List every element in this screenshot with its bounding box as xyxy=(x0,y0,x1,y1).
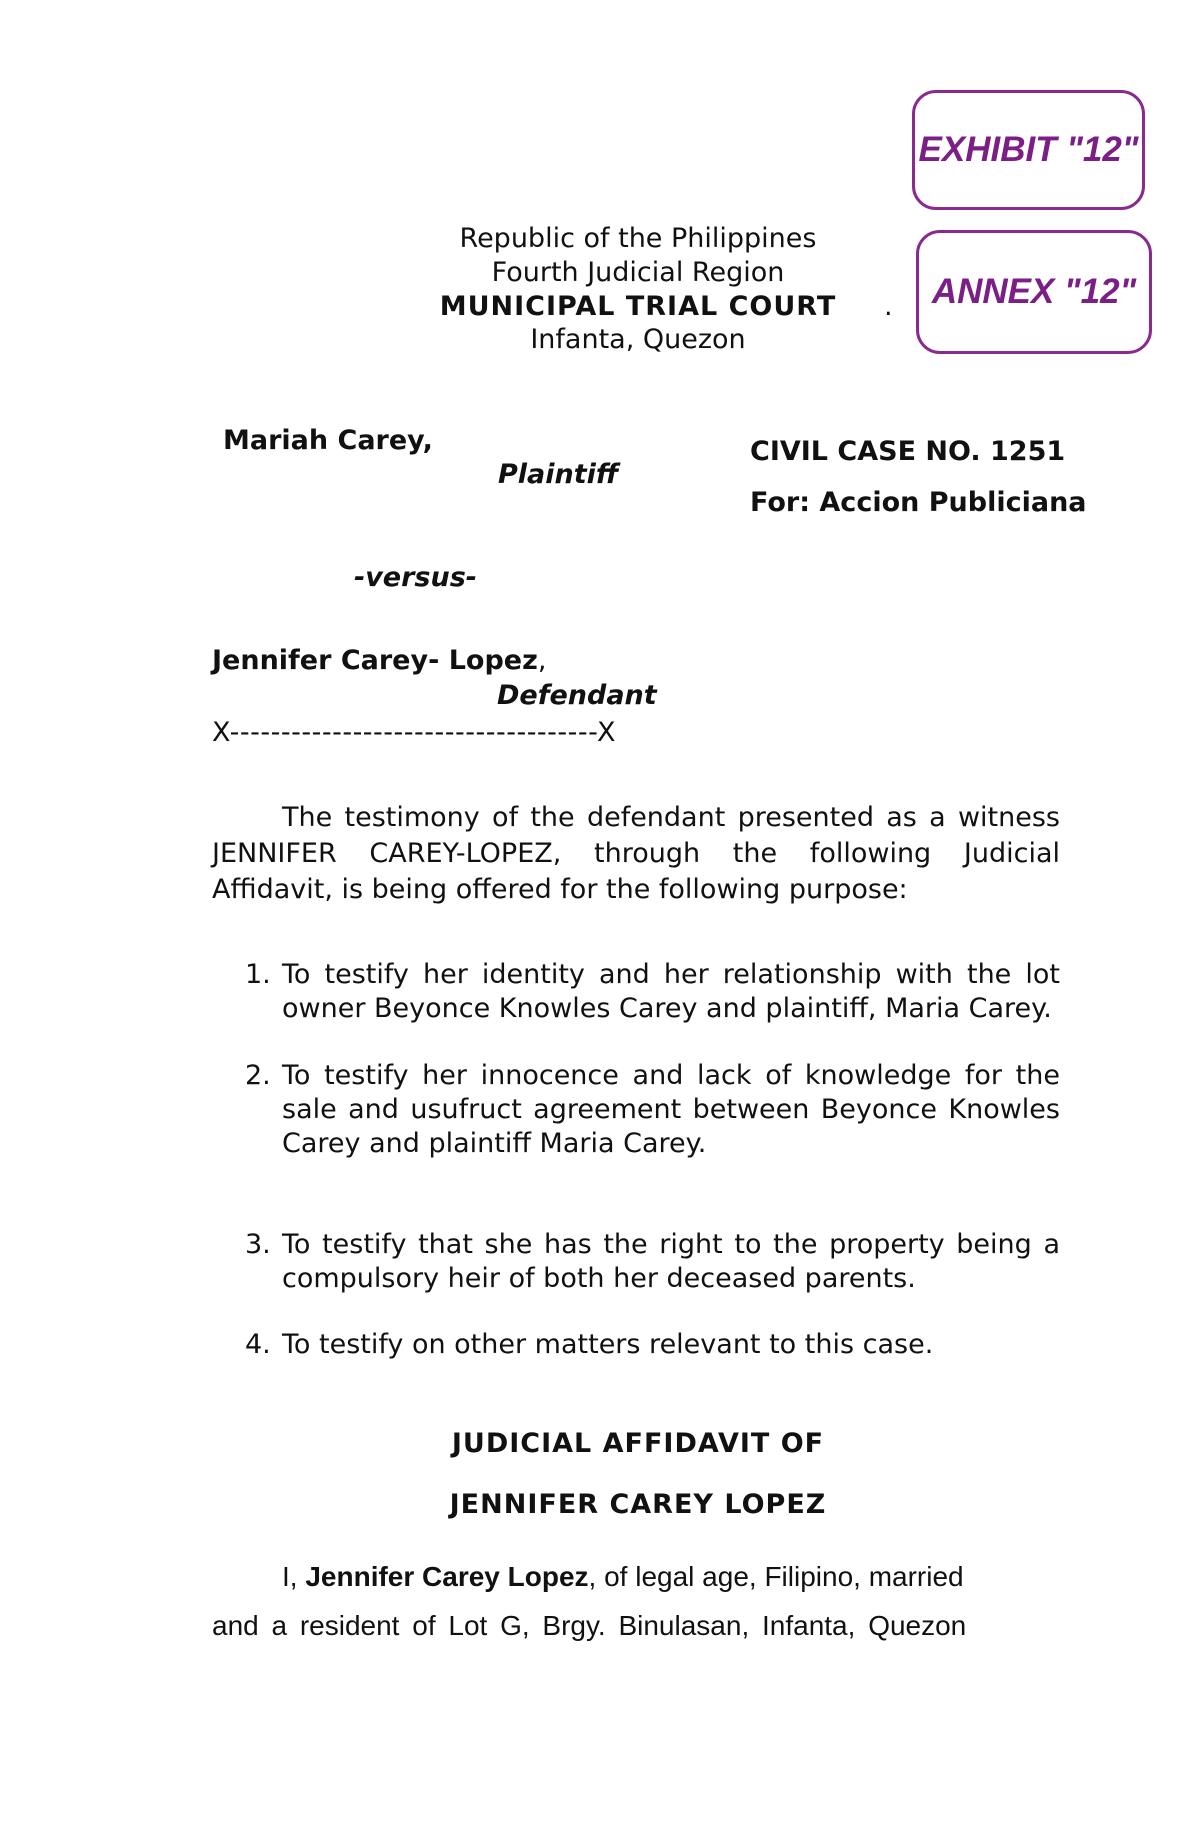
purpose-text: To testify her innocence and lack of knowledge for the sale and usufruct agreement between Beyonce Knowles Carey and plaintiff Maria Carey. xyxy=(282,1060,1060,1159)
purpose-item-1 xyxy=(245,958,1060,1026)
intro-text: The testimony of the defendant presented as a witness JENNIFER CAREY-LOPEZ, through the following Judicial Affidavit, is being offered for the following purpose: xyxy=(212,802,1060,905)
intro-paragraph xyxy=(212,800,1060,908)
purpose-item-3 xyxy=(245,1228,1060,1296)
affiant-name: Jennifer Carey Lopez xyxy=(305,1561,589,1592)
annex-stamp-label: ANNEX "12" xyxy=(931,272,1137,311)
purpose-text: To testify her identity and her relationship with the lot owner Beyonce Knowles Carey and plaintiff, Maria Carey. xyxy=(282,959,1060,1024)
case-number: CIVIL CASE NO. 1251 xyxy=(750,436,1066,467)
affidavit-title-2: JENNIFER CAREY LOPEZ xyxy=(449,1489,827,1520)
annex-stamp xyxy=(916,230,1152,354)
header-dot: . xyxy=(884,291,893,322)
caption-separator: X------------------------------------X xyxy=(212,717,617,748)
purpose-number: 3. xyxy=(245,1229,271,1260)
opening-pre: I, xyxy=(282,1561,306,1592)
purpose-number: 2. xyxy=(245,1060,271,1091)
defendant-comma: , xyxy=(537,645,547,676)
defendant-role: Defendant xyxy=(497,680,657,711)
purpose-number: 1. xyxy=(245,959,271,990)
purpose-number: 4. xyxy=(245,1329,271,1360)
affidavit-title-1: JUDICIAL AFFIDAVIT OF xyxy=(451,1428,825,1459)
defendant-line xyxy=(212,645,546,676)
header-location: Infanta, Quezon xyxy=(530,324,746,355)
header-republic: Republic of the Philippines xyxy=(459,223,817,254)
plaintiff-name: Mariah Carey, xyxy=(223,425,433,456)
purpose-item-4 xyxy=(245,1328,1060,1362)
opening-statement xyxy=(282,1561,964,1593)
defendant-name: Jennifer Carey- Lopez xyxy=(212,645,538,676)
case-subject: For: Accion Publiciana xyxy=(750,487,1087,518)
purpose-item-2 xyxy=(245,1059,1060,1161)
purpose-text: To testify that she has the right to the property being a compulsory heir of both her deceased parents. xyxy=(282,1229,1060,1294)
opening-post: , of legal age, Filipino, married xyxy=(588,1561,964,1592)
exhibit-stamp-label: EXHIBIT "12" xyxy=(918,130,1139,169)
affidavit-residence-line: and a resident of Lot G, Brgy. Binulasan, Infanta, Quezon xyxy=(212,1610,967,1641)
header-court: MUNICIPAL TRIAL COURT xyxy=(439,291,837,322)
purpose-text: To testify on other matters relevant to this case. xyxy=(282,1329,934,1360)
plaintiff-role: Plaintiff xyxy=(498,459,619,490)
exhibit-stamp xyxy=(912,90,1145,210)
header-region: Fourth Judicial Region xyxy=(491,257,785,288)
affidavit-opening-line xyxy=(282,1561,1060,1593)
versus-label: -versus- xyxy=(354,562,478,593)
